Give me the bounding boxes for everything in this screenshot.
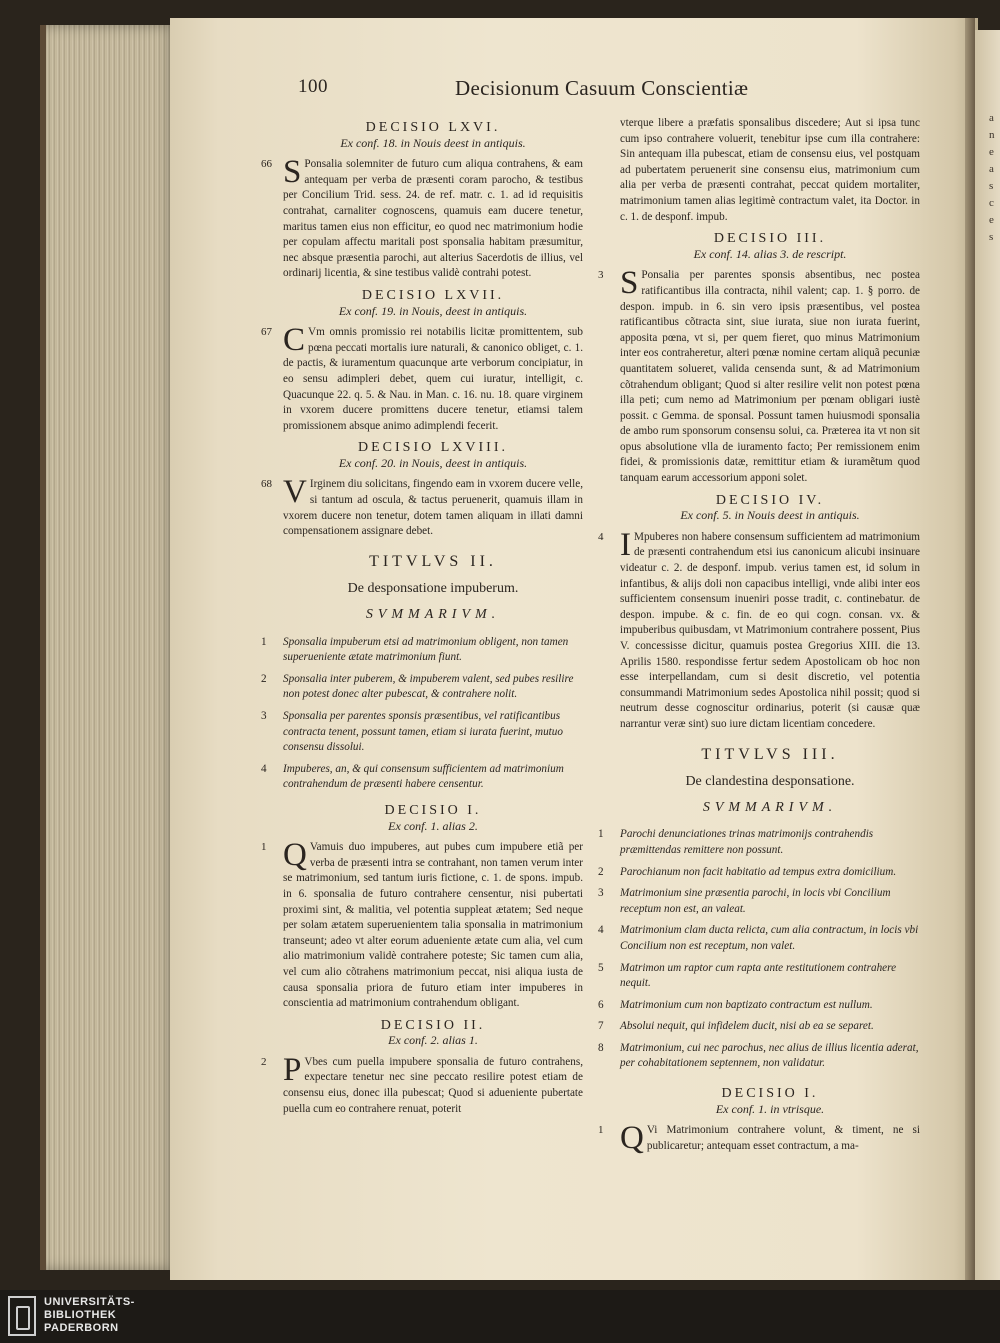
paragraph-text: vterque libere a præfatis sponsalibus discedere; Aut si ipsa tunc cum ipso contrahere voluerit, tenebitur ipse cum illa contrahere: Sin antequam illa pubescat, etiam de consensu eius, vel postquam ad pubertatem peruenerit sine consensu eius, matrimonium cum alia per verba de præsenti contrahat, peccat quidem mortaliter, matrimonium tamen alias legitimè contractum valet, ita Doctor. in c. 1. de desponf. impub. (620, 117, 920, 223)
decisio-paragraph (261, 474, 583, 539)
paragraph-text: Vamuis duo impuberes, aut pubes cum impubere etiã per verba de præsenti intra se contrahant, non tamen verum inter se matrimonium, sed tantum iuris fictione, c. 1. de spons. impub. in 6. sponsalia de futuro contrahere censentur, nisi pubertati proximi sint, & malitia, vel potentia suppleat ætatem; Sed neque per solam ætatem superuenientem talia sponsalia in matrimonium transeunt; adeo vt alter eorum adueniente ætate cum alia, vel cum alio matrimonium validè contrahere poteste; Sic tamen cum alia, vel cum alio cõtrahens matrimonium peccat, nisi aliqua iusta de causa sponsalia priora de futuro etiam inter impuberes in conscientia ad matrimonium contrahendum obligant. (283, 841, 583, 1010)
decisio-source: Ex conf. 2. alias 1. (388, 1033, 478, 1048)
next-page-fragment: n (989, 129, 995, 141)
titulus-subtitle: De clandestina desponsatione. (685, 774, 855, 790)
book-gutter (965, 18, 975, 1280)
item-text: Matrimonium clam ducta relicta, cum alia contractum, in locis vbi Concilium non est receptum, non valet. (620, 924, 919, 952)
running-head (170, 76, 978, 106)
margin-number: 3 (598, 269, 604, 282)
item-text: Parochi denunciationes trinas matrimonijs contrahendis præmittendas remittere non possunt. (620, 828, 874, 856)
initial-letter: S (620, 265, 639, 302)
paragraph-text: Mpuberes non habere consensum sufficientem ad matrimonium de præsenti contrahendum etsi ius canonicum alicubi insinuare videatur c. 2. de desponf. impub. verius tamen est, id solum in infantibus, & alijs doli non capacibus intelligi, vnde alibi inter eos sufficientem consensum inueniri posse tradit, c. continebatur. de despon. impube. & c. fin. de eo qui cogn. consan. vx. & impuberibus quibusdam, vt Matrimonium contrahere possent, Pius V. concessisse dicitur, quamuis postea Gregorius XIII. die 13. Aprilis 1580. respondisse fertur sedem Apostolicam ob hoc non esse interpellandam, cum si desit discretio, vel potentia consummandi Matrimonium sedes Apostolica nihil possit; quod si neutrum desse cognoscitur ordinarius, poterit (si causæ quæ narrantur veræ sint) suo iure dictam licentiam concedere. (620, 530, 920, 730)
next-page-fragment: e (989, 146, 994, 158)
next-page-edge (975, 30, 1000, 1280)
initial-letter: P (283, 1051, 302, 1088)
margin-number: 66 (261, 158, 272, 171)
item-text: Absolui nequit, qui infidelem ducit, nisi ab ea se separet. (620, 1020, 874, 1033)
margin-number: 2 (261, 1055, 267, 1068)
decisio-heading: DECISIO II. (380, 1017, 486, 1033)
decisio-heading: DECISIO I. (384, 802, 482, 818)
decisio-paragraph (261, 1051, 583, 1117)
summarium-heading: SVMMARIVM. (702, 799, 838, 815)
page-number: 100 (298, 76, 328, 97)
item-text: Matrimonium cum non baptizato contractum est nullum. (620, 998, 873, 1011)
initial-letter: V (283, 474, 307, 511)
margin-number: 67 (261, 326, 272, 339)
next-page-fragment: c (989, 197, 994, 209)
summarium-item (598, 923, 920, 954)
summarium-item (598, 1041, 920, 1072)
decisio-paragraph (598, 265, 920, 486)
decisio-source: Ex conf. 20. in Nouis, deest in antiquis. (338, 455, 528, 470)
decisio-heading: DECISIO III. (713, 231, 827, 247)
library-name-line: PADERBORN (44, 1322, 119, 1334)
next-page-fragment: s (989, 231, 994, 243)
page-title: Decisionum Casuum Conscientiæ (455, 76, 749, 100)
item-number: 8 (598, 1041, 604, 1054)
summarium-item (598, 827, 920, 858)
item-text: Matrimonium sine præsentia parochi, in locis vbi Concilium receptum non est, an valeat. (620, 887, 891, 915)
summarium-item (598, 961, 920, 992)
paragraph-text: Ponsalia per parentes sponsis absentibus, nec postea ratificantibus illa contracta, nihil valent; cap. 1. § porro. de despon. impub. in 6. sin vero ipsis præsentibus, vel postea ratificantibus cõtracta sint, siue iurata, siue non iurata fuerint, apposita pœna, vt si, per quem fieret, quo minus Matrimonium inter eos contraheretur, alteri pœnæ nomine certam aliquã pecuniæ quantitatem solueret, valida censenda sunt, & ad Matrimonium cõtrahendum obligant; Quod si alter resilire velit non potest pœna illa peti; cum nemo ad Matrimonium per pœnam obligari iustè possit. c Gemma. de sponsal. Possunt tamen huiusmodi sponsalia de ambo rum sponsorum consensu solui, ca. Præterea ita vt non sit opus absolutione vlla de iuramento facto; Per remissionem enim fidei, & promissionis datæ, remittitur etiam & iuramẽtum quod tanquam earum accessorium apponi solet. (620, 269, 920, 485)
margin-number: 68 (261, 478, 272, 491)
summarium-item (598, 886, 920, 917)
decisio-source: Ex conf. 1. alias 2. (388, 818, 478, 833)
paragraph-text: Vi Matrimonium contrahere volunt, & timent, ne si publicaretur; antequam esset contractum, a ma- (646, 1124, 920, 1152)
decisio-source: Ex conf. 19. in Nouis, deest in antiquis. (338, 303, 528, 318)
initial-letter: I (620, 526, 631, 563)
book-page-edges (40, 25, 178, 1270)
item-number: 4 (261, 762, 267, 775)
next-page-fragment: s (989, 180, 994, 192)
titulus-heading: TITVLVS II. (369, 552, 497, 570)
initial-letter: S (283, 154, 302, 191)
decisio-heading: DECISIO IV. (715, 492, 825, 508)
paragraph-text: Vm omnis promissio rei notabilis licitæ promittentem, sub pœna peccati mortalis iure naturali, & canonico obliget, c. 1. de pactis, & iuramentum quacunque arte verborum concipiatur, in eo sensu adimpleri debet, quem cui iuratur, intelligit, c. Quacunque 22. q. 5. & Nau. in Man. c. 16. nu. 18. quare virginem in vxorem ducere promittens ducere tenetur, etiamsi talem promissionem absque animo adimplendi fecerit. (283, 326, 583, 432)
item-text: Matrimon um raptor cum rapta ante restitutionem contrahere nequit. (620, 961, 897, 990)
decisio-paragraph (261, 154, 583, 282)
initial-letter: Q (620, 1120, 644, 1157)
library-logo-icon (8, 1296, 36, 1336)
next-page-fragment: a (989, 112, 994, 124)
decisio-source: Ex conf. 1. in vtrisque. (715, 1101, 825, 1116)
titulus-heading: TITVLVS III. (701, 745, 839, 763)
decisio-heading: DECISIO LXVI. (365, 120, 501, 135)
paragraph-text: Vbes cum puella impubere sponsalia de futuro contrahens, expectare tenetur nec sine peccato resilire potest etiam de consensu eius, donec illa pubescat; Quod si adueniente pubertate puella cum eo contrahere renuat, poterit (283, 1055, 583, 1115)
decisio-source: Ex conf. 5. in Nouis deest in antiquis. (680, 508, 860, 523)
margin-number: 1 (261, 841, 267, 854)
decisio-source: Ex conf. 18. in Nouis deest in antiquis. (340, 135, 526, 150)
library-name-line: BIBLIOTHEK (44, 1309, 117, 1321)
item-text: Matrimonium, cui nec parochus, nec alius de illius licentia aderat, per cohabitationem septennem, non validatur. (620, 1041, 919, 1070)
item-number: 2 (261, 672, 267, 685)
decisio-paragraph (261, 837, 583, 1012)
summarium-item (261, 635, 583, 666)
decisio-paragraph (261, 322, 583, 434)
continuation-paragraph (620, 116, 920, 225)
summarium-item (261, 672, 583, 703)
item-number: 1 (598, 828, 604, 841)
decisio-heading: DECISIO LXVII. (361, 287, 505, 303)
decisio-paragraph (598, 526, 920, 733)
summarium-item (598, 865, 920, 881)
library-name-line: UNIVERSITÄTS- (44, 1296, 135, 1308)
paragraph-text: Irginem diu solicitans, fingendo eam in vxorem ducere velle, si tantum ad oscula, & tactus peruenerit, quamuis illam in vxorem ducere non tenetur, dotem tamen aliquam in illati damni compensationem assignare debet. (283, 478, 583, 538)
initial-letter: Q (283, 837, 307, 874)
decisio-paragraph (598, 1120, 920, 1157)
item-text: Impuberes, an, & qui consensum sufficientem ad matrimonium contrahendum de præsenti habere censentur. (283, 762, 564, 791)
right-column (598, 116, 920, 1160)
item-text: Sponsalia inter puberem, & impuberem valent, sed pubes resilire non potest donec alter pubescat, & contrahere nolit. (283, 672, 574, 701)
summarium-item (261, 709, 583, 756)
item-number: 3 (598, 887, 604, 900)
left-column (261, 116, 583, 1123)
decisio-heading: DECISIO LXVIII. (358, 440, 508, 456)
decisio-source: Ex conf. 14. alias 3. de rescript. (693, 246, 847, 261)
book-page (170, 18, 978, 1280)
item-number: 4 (598, 924, 604, 937)
next-page-fragment: a (989, 163, 994, 175)
summarium-item (598, 998, 920, 1014)
item-number: 7 (598, 1020, 604, 1033)
decisio-heading: DECISIO I. (721, 1086, 819, 1102)
paragraph-text: Ponsalia solemniter de futuro cum aliqua contrahens, & eam antequam per verba de præsenti coram parocho, & testibus per Concilium Trid. sess. 24. de ref. matr. c. 1. ad id requisitis contrahat, carnaliter cognoscens, quamuis eam ducere tenetur, maritus tamen eius non efficitur, eo quod nec matrimonium hodie per copulam affectu maritali post sponsalia habitam præsumitur, nec absque præsentia parochi, aut alterius Sacerdotis de illius, vel ordinarij licentia, & sine testibus validè contrahi potest. (283, 158, 583, 280)
item-number: 3 (261, 710, 267, 722)
titulus-subtitle: De desponsatione impuberum. (347, 581, 519, 597)
next-page-fragment: e (989, 214, 994, 226)
summarium-item (598, 1019, 920, 1035)
item-text: Parochianum non facit habitatio ad tempus extra domicilium. (620, 865, 897, 878)
library-footer (0, 1290, 1000, 1343)
initial-letter: C (283, 322, 306, 359)
item-text: Sponsalia per parentes sponsis præsentibus, vel ratificantibus contracta tenent, possunt tamen, etiam si iurata fuerint, mutuo consensu dissolui. (283, 710, 563, 754)
item-number: 6 (598, 998, 604, 1011)
item-text: Sponsalia impuberum etsi ad matrimonium obligent, non tamen superueniente ætate matrimonium fiunt. (283, 635, 569, 664)
margin-number: 1 (598, 1124, 604, 1137)
summarium-item (261, 762, 583, 793)
item-number: 1 (261, 635, 267, 648)
item-number: 5 (598, 961, 604, 974)
margin-number: 4 (598, 530, 604, 543)
summarium-heading: SVMMARIVM. (365, 607, 501, 623)
item-number: 2 (598, 865, 604, 878)
